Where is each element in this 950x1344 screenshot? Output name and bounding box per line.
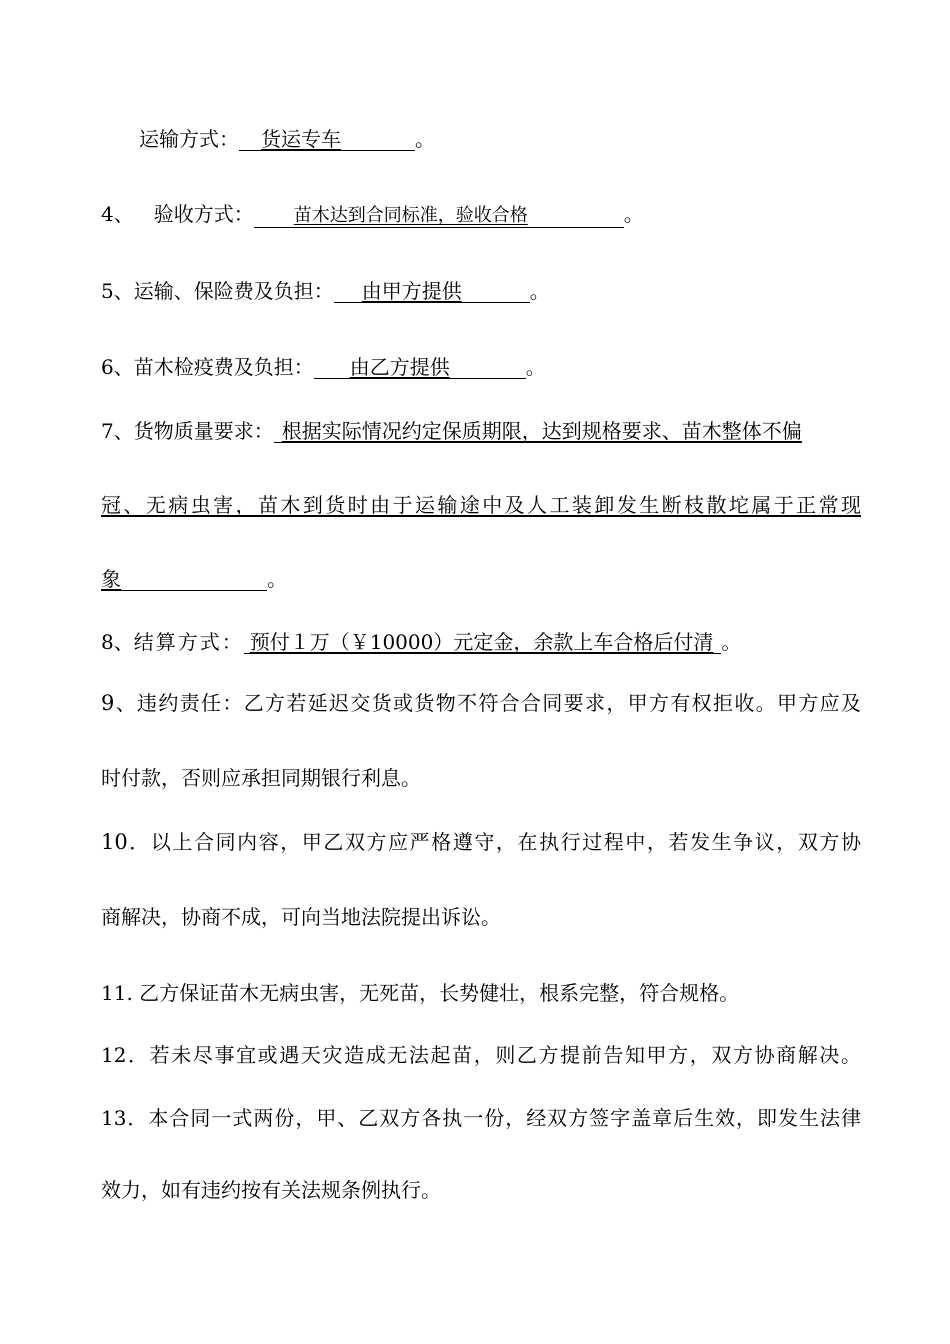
end: 。: [529, 279, 550, 303]
clause-13-line-2: 效力，如有违约按有关法规条例执行。: [101, 1178, 441, 1202]
clause-10-line-2: 商解决，协商不成，可向当地法院提出诉讼。: [101, 905, 501, 929]
clause-7-line-3: [101, 566, 287, 592]
clause-13-line-1: 13．本合同一式两份，甲、乙双方各执一份，经双方签字盖章后生效，即发生法律: [101, 1106, 861, 1130]
clause-text: 、违约责任：乙方若延迟交货或货物不符合合同要求，甲方有权拒收。甲方应及: [114, 691, 861, 715]
clause-number: 4、: [101, 202, 134, 226]
clause-11: 11. 乙方保证苗木无病虫害，无死苗，长势健壮，根系完整，符合规格。: [101, 981, 740, 1005]
label: 苗木检疫费及负担：: [133, 355, 314, 379]
value: 象: [101, 568, 267, 591]
label: 验收方式：: [153, 202, 254, 226]
clause-9-line-2: 时付款，否则应承担同期银行利息。: [101, 766, 421, 790]
end: 。: [415, 127, 435, 151]
label: 货物质量要求：: [133, 419, 274, 443]
label: 结算方式：: [133, 630, 244, 654]
clause-number: 8、: [101, 630, 134, 654]
value: 货运专车: [239, 128, 415, 151]
end: 。: [267, 567, 287, 591]
clause-10-line-1: [101, 829, 861, 855]
end: 。: [721, 630, 742, 654]
label: 运输、保险费及负担：: [133, 279, 334, 303]
clause-8: [101, 629, 741, 655]
value: 根据实际情况约定保质期限，达到规格要求、苗木整体不偏: [274, 420, 802, 443]
clause-9-line-1: [101, 690, 861, 716]
clause-7-line-1: [101, 418, 802, 444]
end: 。: [525, 355, 546, 379]
clause-4: [101, 201, 644, 228]
clause-6: [101, 354, 546, 380]
clause-number: 9: [101, 691, 115, 715]
clause-number: 10: [101, 830, 128, 854]
transport-method-line: [139, 126, 435, 152]
clause-text: ．以上合同内容，甲乙双方应严格遵守，在执行过程中，若发生争议，双方协: [127, 830, 861, 854]
value: 由甲方提供: [334, 280, 530, 303]
label: 运输方式：: [139, 127, 239, 151]
end: 。: [623, 202, 644, 226]
clause-number: 7、: [101, 419, 134, 443]
value: 苗木达到合同标准，验收合格: [254, 205, 624, 228]
clause-7-line-2: [101, 492, 861, 518]
clause-5: [101, 278, 550, 304]
value: 冠、无病虫害，苗木到货时由于运输途中及人工装卸发生断枝散坨属于正常现: [101, 493, 861, 517]
clause-12: 12．若未尽事宜或遇天灾造成无法起苗，则乙方提前告知甲方，双方协商解决。: [101, 1043, 861, 1067]
clause-number: 6、: [101, 355, 134, 379]
value: 由乙方提供: [314, 356, 526, 379]
value: 预付１万（￥10000）元定金，余款上车合格后付清: [244, 631, 722, 654]
clause-number: 5、: [101, 279, 134, 303]
